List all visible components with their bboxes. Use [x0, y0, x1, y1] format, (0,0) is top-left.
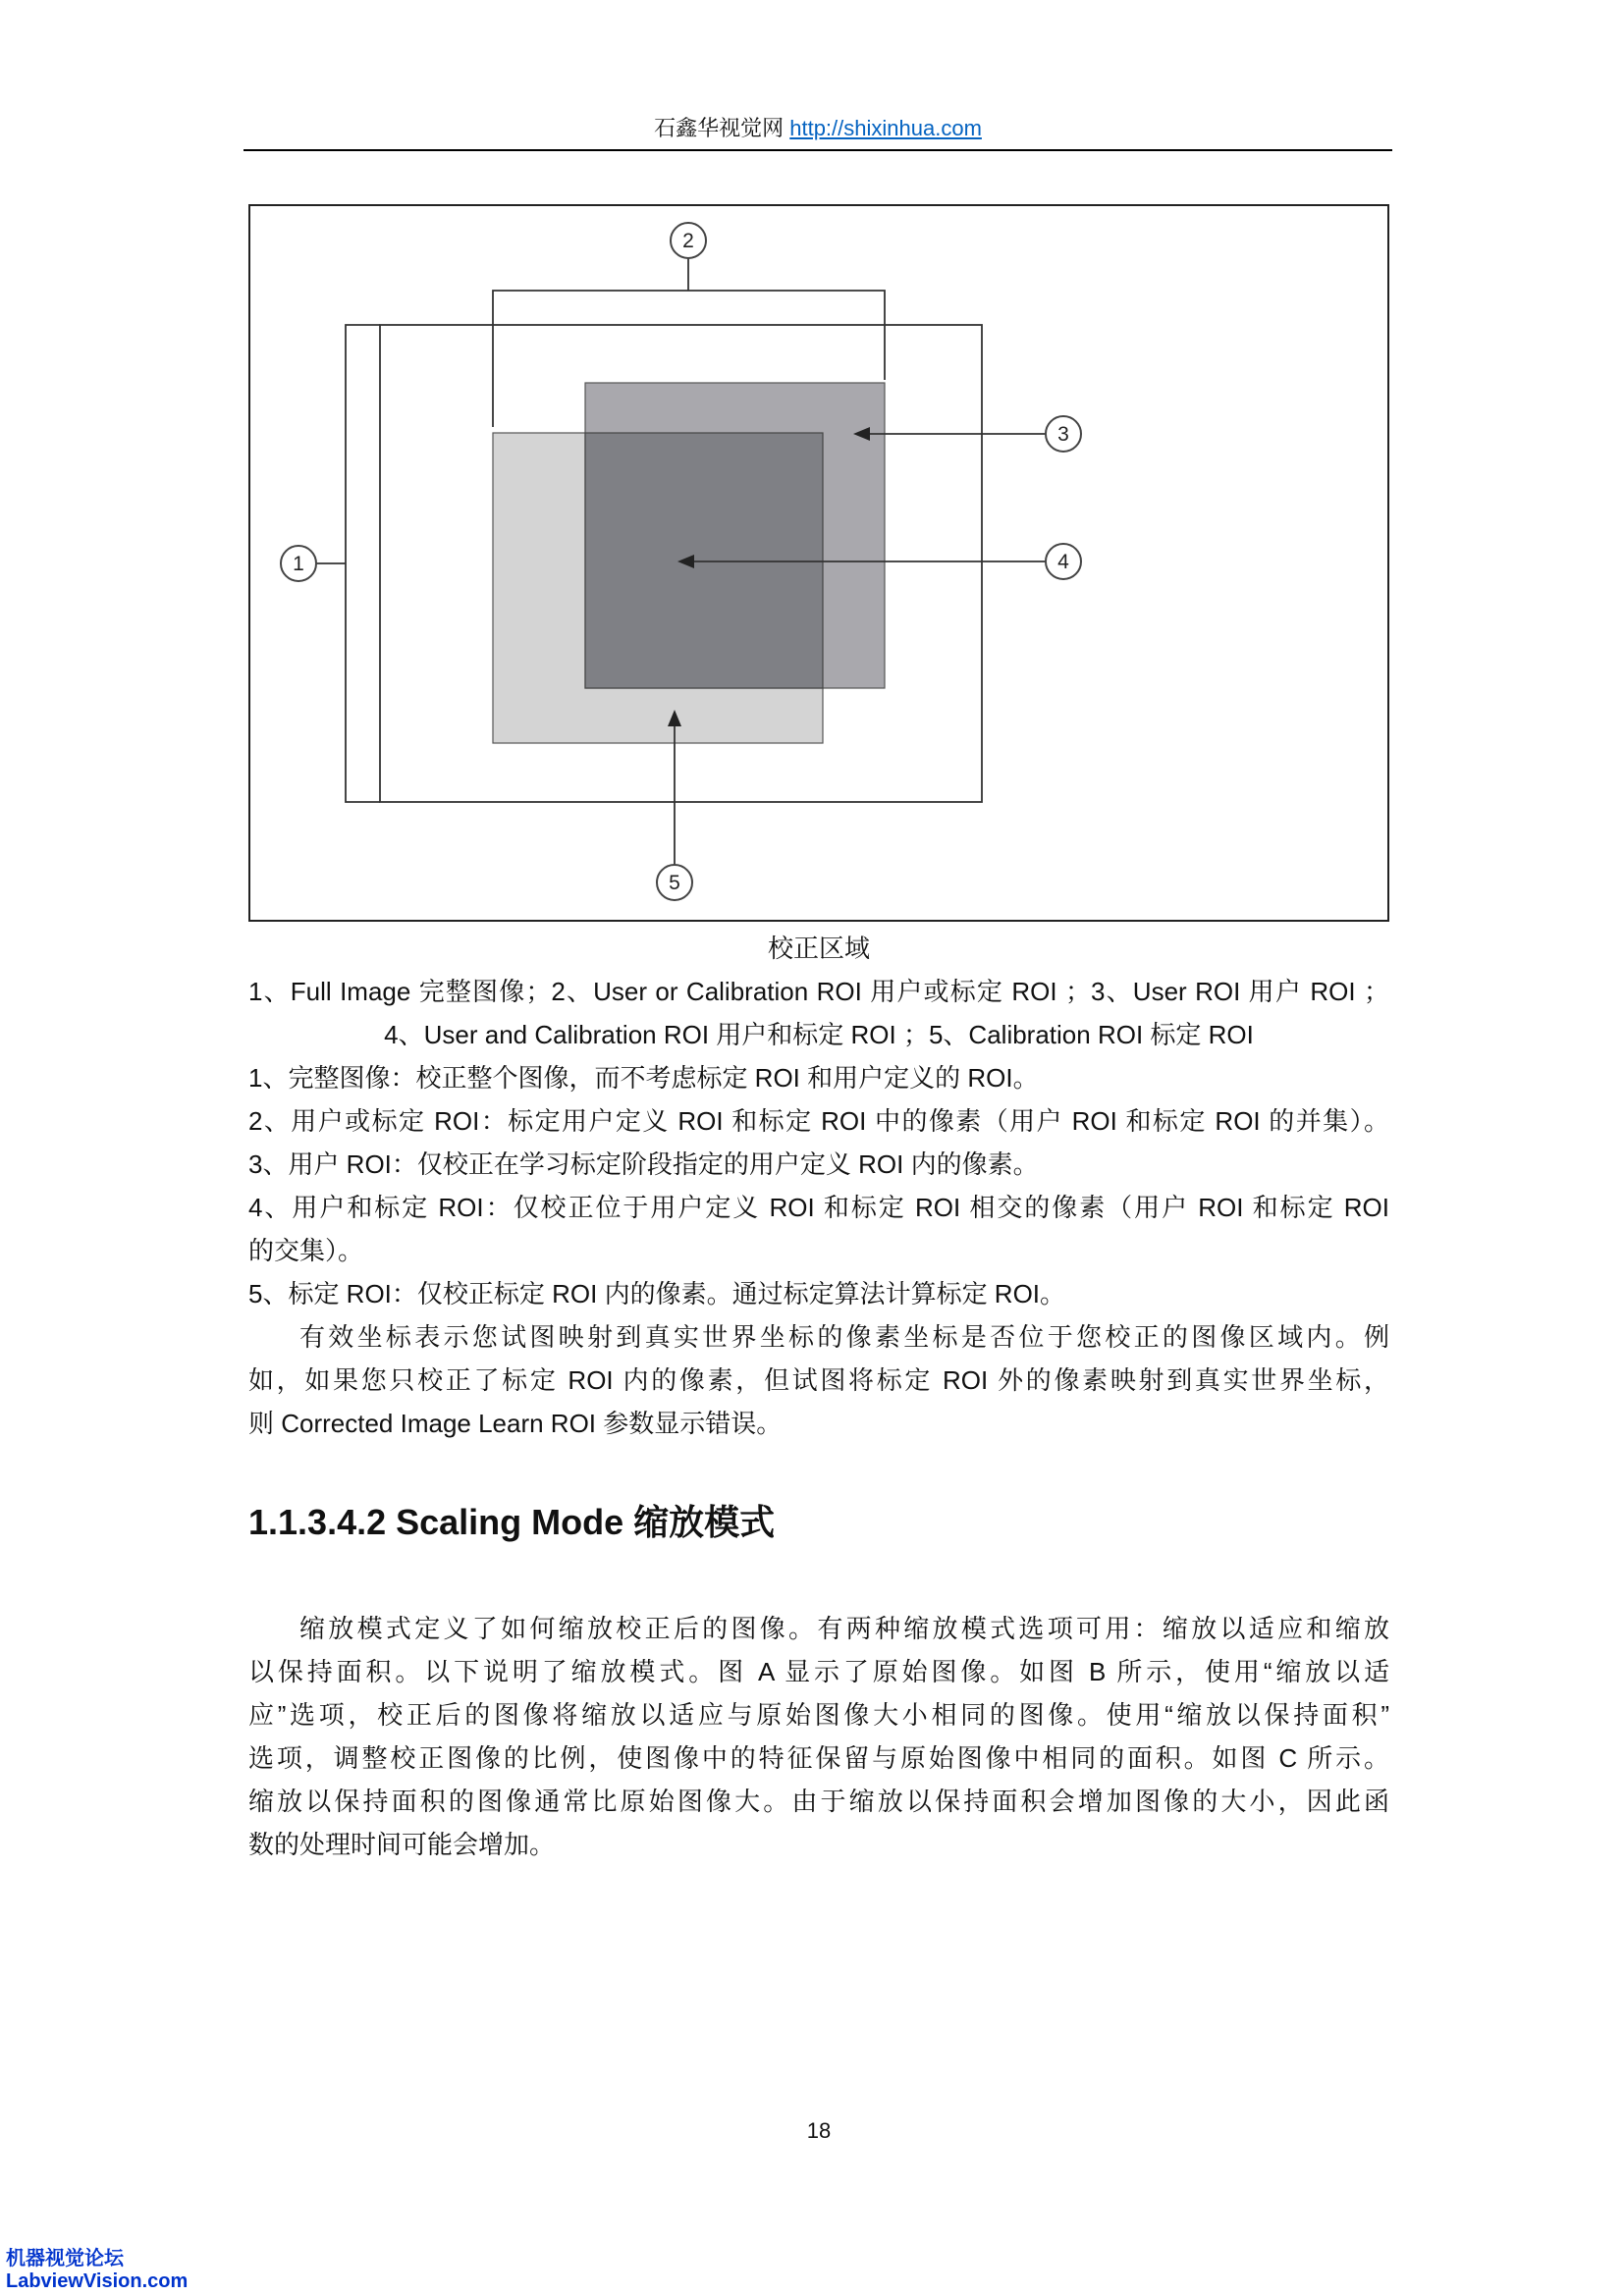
legend-line: 1、Full Image 完整图像；2、User or Calibration ROI 用户或标定 ROI ；3、User ROI 用户 ROI ； [248, 977, 1389, 1006]
roi-figure [248, 204, 1389, 922]
footer-site-name: LabviewVision.com [6, 2270, 189, 2292]
scaling-mode-paragraph [248, 1607, 1389, 1866]
paragraph-line: 则 Corrected Image Learn ROI 参数显示错误。 [248, 1409, 783, 1438]
callout-label-4: 4 [1057, 551, 1069, 573]
paragraph-line: 缩放以保持面积的图像通常比原始图像大。由于缩放以保持面积会增加图像的大小，因此函 [248, 1787, 1389, 1816]
list-item: 3、用户 ROI：仅校正在学习标定阶段指定的用户定义 ROI 内的像素。 [248, 1149, 1039, 1179]
roi-diagram [248, 204, 1389, 922]
paragraph-line: 选项，调整校正图像的比例，使图像中的特征保留与原始图像中相同的面积。如图 C 所示。 [248, 1743, 1389, 1773]
paragraph-line: 以保持面积。以下说明了缩放模式。图 A 显示了原始图像。如图 B 所示，使用“缩放以适 [248, 1657, 1389, 1686]
paragraph-line: 如，如果您只校正了标定 ROI 内的像素，但试图将标定 ROI 外的像素映射到真实世界坐标， [248, 1365, 1389, 1395]
user-and-calibration-roi-rect [585, 433, 823, 688]
list-item: 5、标定 ROI：仅校正标定 ROI 内的像素。通过标定算法计算标定 ROI。 [248, 1279, 1066, 1308]
paragraph-line: 缩放模式定义了如何缩放校正后的图像。有两种缩放模式选项可用：缩放以适应和缩放 [299, 1614, 1389, 1643]
callout-label-1: 1 [293, 553, 304, 575]
list-item: 1、完整图像：校正整个图像，而不考虑标定 ROI 和用户定义的 ROI。 [248, 1063, 1039, 1093]
header-divider [244, 149, 1392, 151]
page-header [244, 112, 1392, 145]
paragraph-line: 应”选项，校正后的图像将缩放以适应与原始图像大小相同的图像。使用“缩放以保持面积” [248, 1700, 1389, 1730]
callout-label-3: 3 [1057, 423, 1069, 446]
figure-caption: 校正区域 [767, 934, 870, 963]
callout-label-2: 2 [682, 230, 694, 252]
figure-text-section [248, 927, 1389, 1445]
legend-line: 4、User and Calibration ROI 用户和标定 ROI ；5、Calibration ROI 标定 ROI [384, 1020, 1254, 1049]
paragraph-line: 有效坐标表示您试图映射到真实世界坐标的像素坐标是否位于您校正的图像区域内。例 [299, 1322, 1389, 1352]
footer-forum-name: 机器视觉论坛 [6, 2248, 124, 2269]
callout-label-5: 5 [669, 872, 680, 894]
list-item: 2、用户或标定 ROI：标定用户定义 ROI 和标定 ROI 中的像素（用户 ROI 和标定 ROI 的并集）。 [248, 1106, 1389, 1136]
page-number: 18 [806, 2118, 832, 2143]
paragraph-line: 数的处理时间可能会增加。 [248, 1830, 556, 1859]
bracket-full-image [346, 325, 380, 802]
list-item-continuation: 的交集）。 [248, 1236, 364, 1265]
header-site-name: 石鑫华视觉网 [654, 116, 785, 140]
footer-watermark [6, 2248, 188, 2293]
list-item: 4、用户和标定 ROI：仅校正位于用户定义 ROI 和标定 ROI 相交的像素（用户 ROI 和标定 ROI [248, 1193, 1389, 1222]
section-heading: 1.1.3.4.2 Scaling Mode 缩放模式 [248, 1502, 776, 1542]
header-url-link[interactable]: http://shixinhua.com [789, 116, 982, 140]
